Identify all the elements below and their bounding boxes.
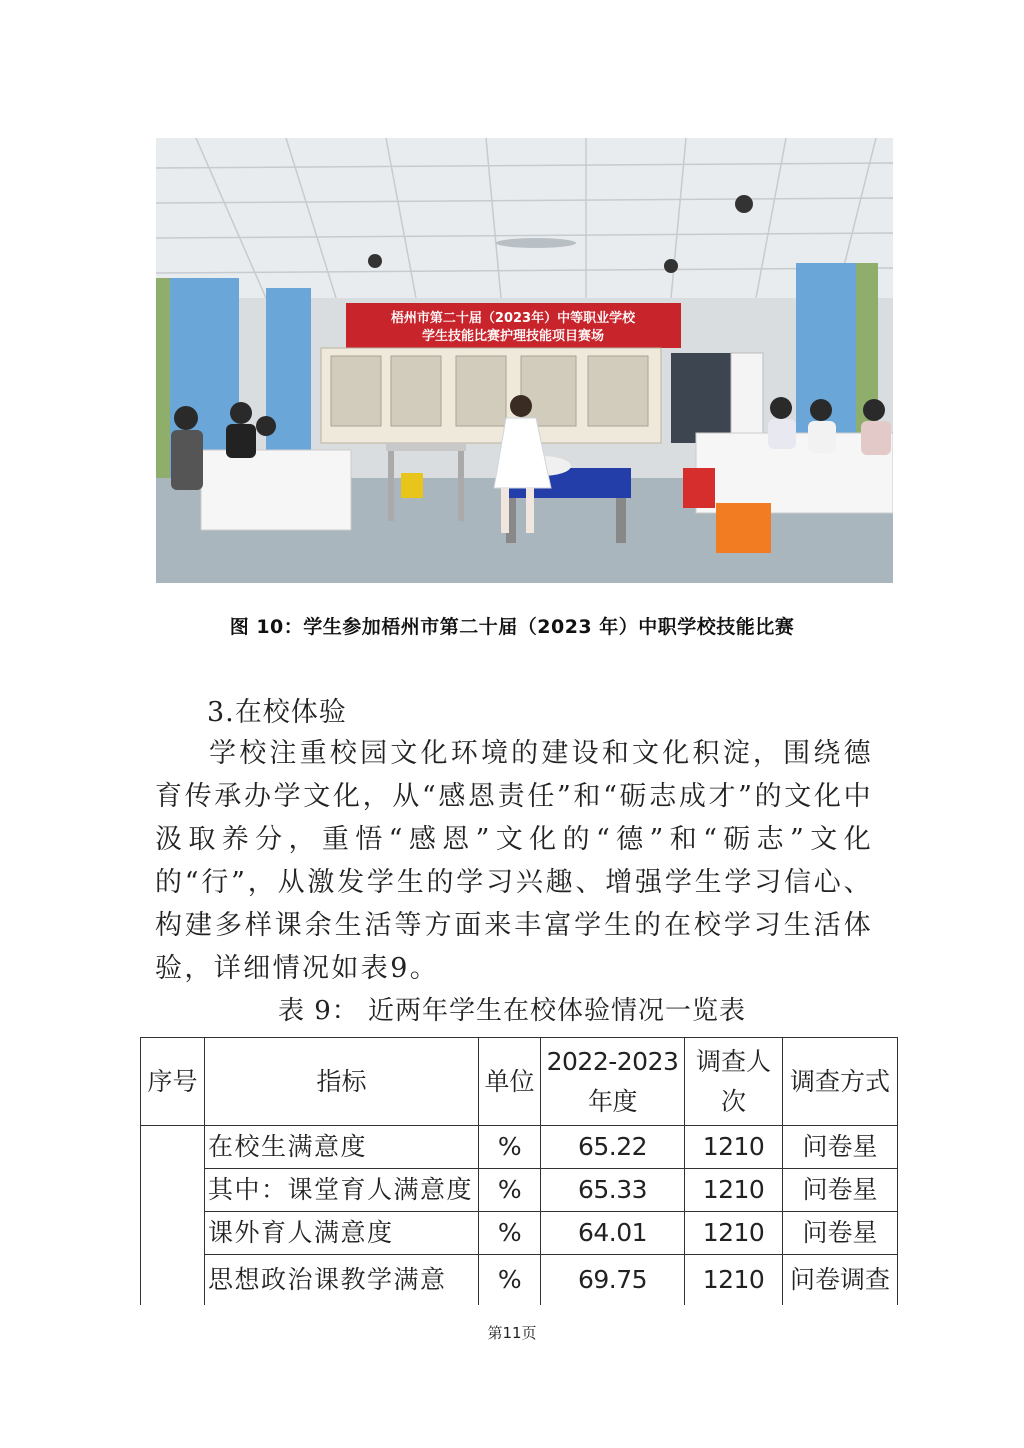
count-cell: 1210 xyxy=(685,1169,783,1212)
unit-cell: % xyxy=(479,1169,541,1212)
header-year-line-2: 年度 xyxy=(587,1086,637,1116)
method-cell: 问卷星 xyxy=(783,1212,898,1255)
indicator-cell: 课外育人满意度 xyxy=(205,1212,479,1255)
method-cell: 问卷星 xyxy=(783,1169,898,1212)
value-cell: 65.33 xyxy=(541,1169,685,1212)
unit-cell: % xyxy=(479,1212,541,1255)
survey-table xyxy=(140,1037,898,1305)
header-count-line-2: 次 xyxy=(720,1086,746,1116)
header-unit: 单位 xyxy=(479,1038,541,1126)
count-cell: 1210 xyxy=(685,1212,783,1255)
table-title: 表 9： 近两年学生在校体验情况一览表 xyxy=(277,996,747,1026)
value-cell: 69.75 xyxy=(541,1255,685,1306)
count-cell: 1210 xyxy=(685,1126,783,1169)
banner-line-1: 梧州市第二十届（2023年）中等职业学校 xyxy=(390,311,636,326)
seq-cell xyxy=(141,1126,205,1306)
section-heading: 3.在校体验 xyxy=(207,697,347,728)
figure-caption: 图 10：学生参加梧州市第二十届（2023 年）中职学校技能比赛 xyxy=(229,616,795,638)
header-seq: 序号 xyxy=(141,1038,205,1126)
indicator-cell: 其中：课堂育人满意度 xyxy=(205,1169,479,1212)
unit-cell: % xyxy=(479,1255,541,1306)
header-method: 调查方式 xyxy=(783,1038,898,1126)
header-count-line-1: 调查人 xyxy=(695,1046,771,1076)
body-paragraph: 学校注重校园文化环境的建设和文化积淀，围绕德育传承办学文化，从“感恩责任”和“砺志成才”的文化中汲取养分，重悟“感恩”文化的“德”和“砺志”文化的“行”，从激发学生的学习兴趣、增强学生学习信心、构建多样课余生活等方面来丰富学生的在校学习生活体验，详细情况如表9。 xyxy=(155,738,873,984)
indicator-cell: 思想政治课教学满意 xyxy=(205,1255,479,1306)
method-cell: 问卷星 xyxy=(783,1126,898,1169)
method-cell: 问卷调查 xyxy=(783,1255,898,1306)
table-header-row xyxy=(141,1038,898,1126)
indicator-cell: 在校生满意度 xyxy=(205,1126,479,1169)
value-cell: 64.01 xyxy=(541,1212,685,1255)
table-row xyxy=(141,1212,898,1255)
table-row xyxy=(141,1126,898,1169)
value-cell: 65.22 xyxy=(541,1126,685,1169)
banner-line-2: 学生技能比赛护理技能项目赛场 xyxy=(421,329,605,344)
header-count xyxy=(685,1038,783,1126)
competition-photo xyxy=(156,138,893,583)
survey-table-container xyxy=(140,1037,897,1305)
header-year xyxy=(541,1038,685,1126)
table-row xyxy=(141,1169,898,1212)
header-indicator: 指标 xyxy=(205,1038,479,1126)
table-row xyxy=(141,1255,898,1306)
count-cell: 1210 xyxy=(685,1255,783,1306)
unit-cell: % xyxy=(479,1126,541,1169)
page-number: 第11页 xyxy=(487,1324,537,1342)
header-year-line-1: 2022-2023 xyxy=(546,1046,679,1076)
